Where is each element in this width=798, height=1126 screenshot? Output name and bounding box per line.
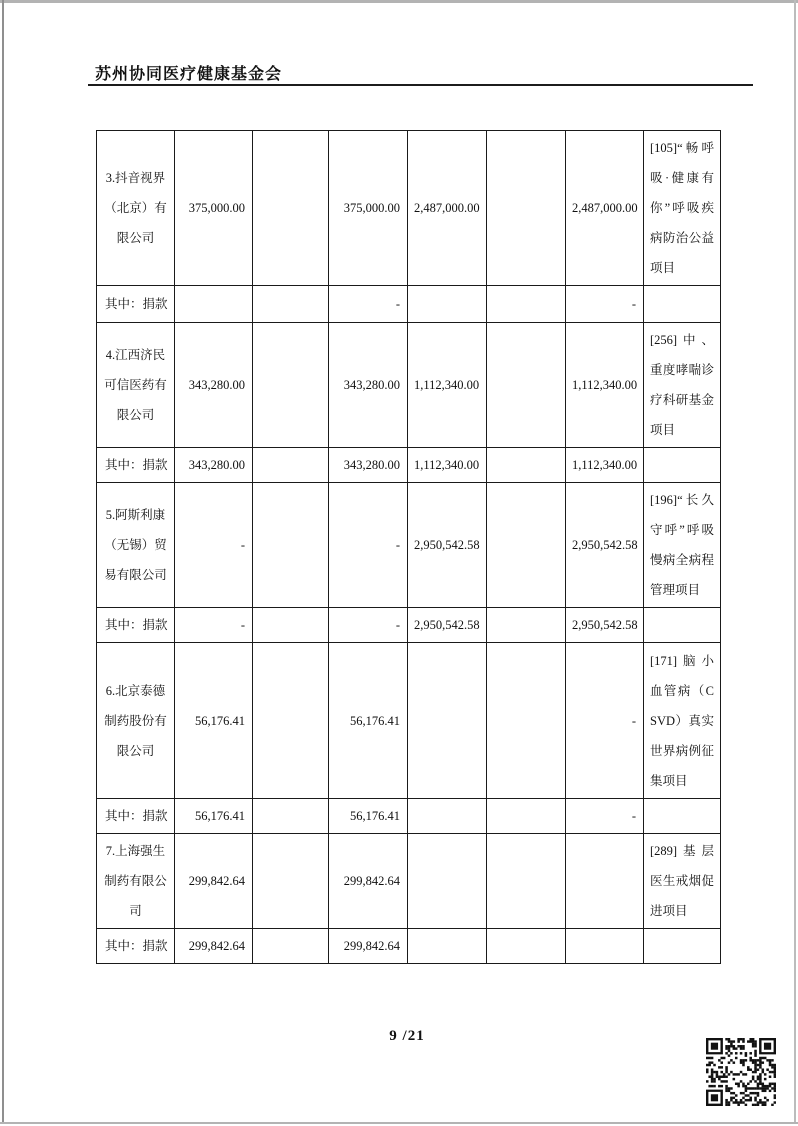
amount-cell	[487, 286, 566, 323]
scan-edge-left	[2, 0, 4, 1123]
amount-cell	[253, 643, 329, 799]
table-row	[97, 323, 721, 448]
project-cell	[644, 608, 721, 643]
amount-cell	[253, 799, 329, 834]
page-title: 苏州协同医疗健康基金会	[95, 66, 283, 83]
amount-cell: -	[566, 799, 644, 834]
scan-edge-right	[794, 0, 796, 1123]
amount-cell	[487, 608, 566, 643]
amount-cell	[408, 929, 487, 964]
amount-cell	[408, 834, 487, 929]
breakdown-label-cell: 其中：捐款	[97, 799, 175, 834]
amount-cell	[253, 483, 329, 608]
amount-cell: 299,842.64	[175, 929, 253, 964]
table-row	[97, 448, 721, 483]
table-row	[97, 799, 721, 834]
amount-cell: 343,280.00	[329, 448, 408, 483]
page-number: 9 /21	[389, 1028, 425, 1044]
qr-code	[706, 1038, 776, 1106]
amount-cell	[487, 323, 566, 448]
amount-cell: 1,112,340.00	[408, 448, 487, 483]
project-cell: [105]“畅呼吸·健康有你”呼吸疾病防治公益项目	[644, 131, 721, 286]
scan-edge-top	[0, 0, 798, 3]
amount-cell: 2,950,542.58	[408, 608, 487, 643]
amount-cell	[253, 131, 329, 286]
amount-cell	[408, 799, 487, 834]
amount-cell: 56,176.41	[329, 643, 408, 799]
amount-cell	[253, 929, 329, 964]
company-name-cell: 3.抖音视界（北京）有限公司	[97, 131, 175, 286]
table-row	[97, 643, 721, 799]
table-row	[97, 131, 721, 286]
amount-cell: 2,487,000.00	[408, 131, 487, 286]
amount-cell: -	[175, 483, 253, 608]
amount-cell	[175, 286, 253, 323]
amount-cell: 375,000.00	[175, 131, 253, 286]
project-cell	[644, 448, 721, 483]
company-name-cell: 6.北京泰德制药股份有限公司	[97, 643, 175, 799]
project-cell: [196]“长久守呼”呼吸慢病全病程管理项目	[644, 483, 721, 608]
amount-cell: -	[566, 286, 644, 323]
amount-cell: 56,176.41	[175, 799, 253, 834]
table-row	[97, 608, 721, 643]
company-name-cell: 4.江西济民可信医药有限公司	[97, 323, 175, 448]
header-rule	[88, 84, 753, 86]
amount-cell	[253, 448, 329, 483]
project-cell	[644, 799, 721, 834]
amount-cell	[487, 483, 566, 608]
project-cell	[644, 286, 721, 323]
amount-cell	[408, 286, 487, 323]
amount-cell: 1,112,340.00	[408, 323, 487, 448]
project-cell: [256]中、重度哮喘诊疗科研基金项目	[644, 323, 721, 448]
breakdown-label-cell: 其中：捐款	[97, 286, 175, 323]
project-cell	[644, 929, 721, 964]
amount-cell: 2,950,542.58	[566, 483, 644, 608]
amount-cell: -	[329, 286, 408, 323]
company-name-cell: 7.上海强生制药有限公司	[97, 834, 175, 929]
table-row	[97, 929, 721, 964]
project-cell: [171]脑小血管病（CSVD）真实世界病例征集项目	[644, 643, 721, 799]
amount-cell: 299,842.64	[329, 834, 408, 929]
amount-cell	[408, 643, 487, 799]
project-cell: [289]基层医生戒烟促进项目	[644, 834, 721, 929]
amount-cell	[253, 834, 329, 929]
amount-cell	[566, 929, 644, 964]
breakdown-label-cell: 其中：捐款	[97, 929, 175, 964]
amount-cell	[487, 834, 566, 929]
amount-cell	[566, 834, 644, 929]
amount-cell: 375,000.00	[329, 131, 408, 286]
breakdown-label-cell: 其中：捐款	[97, 448, 175, 483]
scan-edge-bottom	[0, 1122, 798, 1124]
amount-cell: 299,842.64	[329, 929, 408, 964]
amount-cell: 299,842.64	[175, 834, 253, 929]
amount-cell	[487, 448, 566, 483]
amount-cell: 2,950,542.58	[408, 483, 487, 608]
amount-cell: -	[175, 608, 253, 643]
table-row	[97, 286, 721, 323]
amount-cell: 1,112,340.00	[566, 448, 644, 483]
amount-cell: -	[566, 643, 644, 799]
amount-cell: 343,280.00	[175, 323, 253, 448]
amount-cell: 56,176.41	[175, 643, 253, 799]
amount-cell: -	[329, 608, 408, 643]
amount-cell	[487, 799, 566, 834]
amount-cell	[487, 929, 566, 964]
company-name-cell: 5.阿斯利康（无锡）贸易有限公司	[97, 483, 175, 608]
table-row	[97, 483, 721, 608]
amount-cell: 343,280.00	[175, 448, 253, 483]
amount-cell	[253, 286, 329, 323]
amount-cell: 56,176.41	[329, 799, 408, 834]
amount-cell	[253, 608, 329, 643]
table-row	[97, 834, 721, 929]
amount-cell: 2,487,000.00	[566, 131, 644, 286]
donation-table	[96, 130, 721, 964]
amount-cell	[487, 643, 566, 799]
amount-cell	[253, 323, 329, 448]
amount-cell: 2,950,542.58	[566, 608, 644, 643]
amount-cell	[487, 131, 566, 286]
amount-cell: 343,280.00	[329, 323, 408, 448]
amount-cell: 1,112,340.00	[566, 323, 644, 448]
amount-cell: -	[329, 483, 408, 608]
breakdown-label-cell: 其中：捐款	[97, 608, 175, 643]
